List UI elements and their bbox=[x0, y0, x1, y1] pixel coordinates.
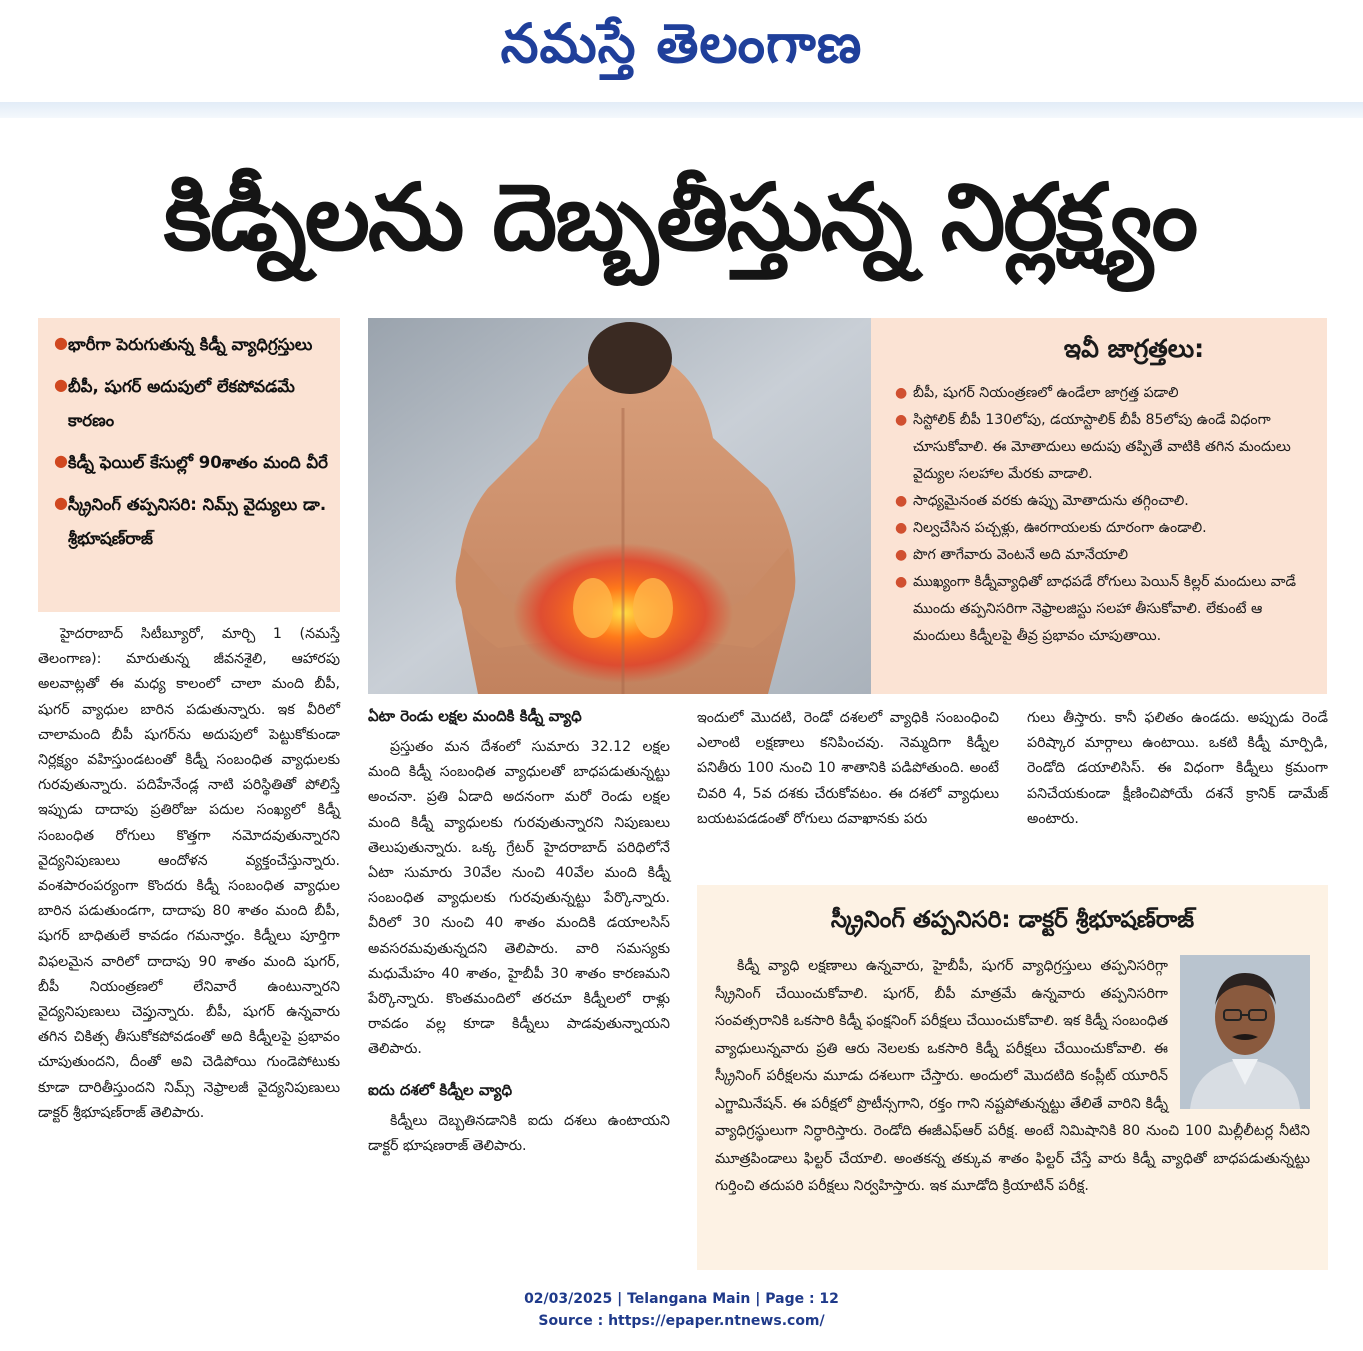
screening-box bbox=[697, 885, 1328, 1270]
highlight-item: ● బీపీ, షుగర్ అదుపులో లేకపోవడమే కారణం bbox=[54, 370, 328, 438]
article-column-4 bbox=[1027, 706, 1328, 832]
precaution-item: ● సిస్టోలిక్ బీపీ 130లోపు, డయాస్టాలిక్ బీపీ 85లోపు ఉండే విధంగా చూసుకోవాలి. ఈ మోతాదులు అదుపు తప్పితే వాటికి తగిన మందులు వైద్యుల సలహాల మేరకు వాడాలి. bbox=[895, 407, 1313, 488]
article-paragraph: ఇందులో మొదటి, రెండో దశలలో వ్యాధికి సంబంధించి ఎలాంటి లక్షణాలు కనిపించవు. నెమ్మదిగా కిడ్నీల పనితీరు 100 నుంచి 10 శాతానికి పడిపోతుంది. అంటే చివరి 4, 5వ దశకు చేరుకోవటం. ఈ దశలో వ్యాధులు బయటపడడంతో రోగులు దవాఖానకు పరు bbox=[697, 710, 999, 827]
newspaper-logo: నమస్తే తెలంగాణ bbox=[500, 11, 863, 75]
article-column-2 bbox=[368, 703, 670, 1159]
bullet-icon: ● bbox=[895, 574, 908, 590]
precaution-item: ● నిల్వచేసిన పచ్చళ్లు, ఊరగాయలకు దూరంగా ఉండాలి. bbox=[895, 515, 1313, 542]
masthead-divider bbox=[0, 102, 1363, 118]
article-paragraph: ప్రస్తుతం మన దేశంలో సుమారు 32.12 లక్షల మంది కిడ్నీ సంబంధిత వ్యాధులతో బాధపడుతున్నట్టు అంచనా. ప్రతి ఏడాది అదనంగా మరో రెండు లక్షల మంది కిడ్నీ వ్యాధులకు గురవుతున్నారని నిపుణులు తెలుపుతున్నారు. ఒక్క గ్రేటర్ హైదరాబాద్ పరిధిలోనే ఏటా సుమారు 30వేల నుంచి 40వేల మంది కిడ్నీ సంబంధిత వ్యాధులకు గురవుతున్నట్టు పేర్కొన్నారు. వీరిలో 30 నుంచి 40 శాతం మందికి డయాలసిస్ అవసరమవుతున్నదని తెలిపారు. వారి సమస్యకు మధుమేహం 40 శాతం, హైబీపీ 30 శాతం కారణమని పేర్కొన్నారు. కొంతమందిలో తరచూ కిడ్నీలలో రాళ్లు రావడం వల్ల కూడా కిడ్నీలు పాడవుతున్నాయని తెలిపారు. bbox=[368, 739, 670, 1058]
article-paragraph: కిడ్నీలు దెబ్బతినడానికి ఐదు దశలు ఉంటాయని డాక్టర్ భూషణరాజ్ తెలిపారు. bbox=[368, 1112, 670, 1154]
bullet-icon: ● bbox=[54, 451, 68, 470]
article-column-1 bbox=[38, 622, 340, 1126]
subheading: ఏటా రెండు లక్షల మందికి కిడ్నీ వ్యాధి bbox=[368, 707, 582, 725]
bullet-icon: ● bbox=[895, 547, 908, 563]
bullet-icon: ● bbox=[54, 375, 68, 394]
precaution-item: ● సాధ్యమైనంత వరకు ఉప్పు మోతాదును తగ్గించాలి. bbox=[895, 488, 1313, 515]
precaution-item: ● ముఖ్యంగా కిడ్నీవ్యాధితో బాధపడే రోగులు పెయిన్ కిల్లర్ మందులు వాడే ముందు తప్పనిసరిగా నెఫ్రాలజిస్టు సలహా తీసుకోవాలి. లేకుంటే ఆ మందులు కిడ్నీలపై తీవ్ర ప్రభావం చూపుతాయి. bbox=[895, 569, 1313, 650]
footer-source-link[interactable]: Source : https://epaper.ntnews.com/ bbox=[538, 1313, 825, 1329]
masthead bbox=[0, 0, 1363, 100]
subheading: ఐదు దశలో కిడ్నీల వ్యాధి bbox=[368, 1080, 513, 1099]
precautions-box bbox=[871, 318, 1327, 694]
article-column-3 bbox=[697, 706, 999, 832]
bullet-icon: ● bbox=[895, 385, 908, 401]
headline: కిడ్నీలను దెబ్బతీస్తున్న నిర్లక్ష్యం bbox=[163, 164, 1197, 271]
highlights-box bbox=[38, 318, 340, 612]
screening-body: కిడ్నీ వ్యాధి లక్షణాలు ఉన్నవారు, హైబీపీ, షుగర్ వ్యాధిగ్రస్తులు తప్పనిసరిగ్గా స్క్రీనింగ్ చేయించుకోవాలి. షుగర్, బీపీ మాత్రమే ఉన్నవారు తప్పనిసరిగా సంవత్సరానికి ఒకసారి కిడ్నీ ఫంక్షనింగ్ పరీక్షలు చేయించుకోవాలి. ఇక కిడ్నీ సంబంధిత వ్యాధులున్నవారు ప్రతి ఆరు నెలలకు ఒకసారి కిడ్నీ పరీక్షలు చేయించుకోవాలి. ఈ స్క్రీనింగ్ పరీక్షలను మూడు దశలుగా చేస్తారు. అందులో మొదటిది కంప్లీట్ యూరిన్ ఎగ్జామినేషన్. ఈ పరీక్షలో ప్రొటీన్సగాని, రక్తం గాని నష్టపోతున్నట్టు తేలితే వారిని కిడ్నీ వ్యాధిగ్రస్థులుగా నిర్ధారిస్తారు. రెండోది ఈజీఎఫ్‌ఆర్ పరీక్ష. అంటే నిమిషానికి 80 నుంచి 100 మిల్లీలీటర్ల నీటిని మూత్రపిండాలు ఫిల్టర్ చేయాలి. అంతకన్న తక్కువ శాతం ఫిల్టర్ చేస్తే వారు కిడ్నీ వ్యాధితో బాధపడుతున్నట్టు గుర్తించి తదుపరి పరీక్షలు నిర్వహిస్తారు. ఇక మూడోది క్రియాటిన్ పరీక్ష. bbox=[715, 953, 1310, 1201]
bullet-icon: ● bbox=[895, 520, 908, 536]
bullet-icon: ● bbox=[54, 333, 68, 352]
page-footer bbox=[0, 1288, 1363, 1332]
back-pain-photo bbox=[368, 318, 871, 694]
precaution-item: ● పొగ తాగేవారు వెంటనే అది మానేయాలి bbox=[895, 542, 1313, 569]
bullet-icon: ● bbox=[895, 412, 908, 428]
article-paragraph: హైదరాబాద్ సిటీబ్యూరో, మార్చి 1 (నమస్తే తెలంగాణ): మారుతున్న జీవనశైలి, ఆహారపు అలవాట్లతో ఈ మధ్య కాలంలో చాలా మంది బీపీ, షుగర్ వ్యాధుల బారిన పడుతున్నారు. ఇక వీరిలో చాలామంది బీపీ షుగర్‌ను అదుపులో పెట్టుకోకుండా నిర్లక్ష్యం వహిస్తుండటంతో కిడ్నీ సంబంధిత వ్యాధులకు గురవుతున్నారు. పదిహేనేండ్ల నాటి పరిస్థితితో పోలిస్తే ఇప్పుడు దాదాపు ప్రతిరోజు పదుల సంఖ్యలో కిడ్నీ సంబంధిత రోగులు కొత్తగా నమోదవుతున్నారని వైద్యనిపుణులు ఆందోళన వ్యక్తంచేస్తున్నారు. వంశపారంపర్యంగా కొందరు కిడ్నీ సంబంధిత వ్యాధుల బారిన పడుతుండగా, దాదాపు 80 శాతం మంది బీపీ, షుగర్ బాధితులే కావడం గమనార్హం. కిడ్నీలు పూర్తిగా విఫలమైన వారిలో దాదాపు 90 శాతం మంది షుగర్, బీపీ నియంత్రణలో లేనివారే ఉంటున్నారని వైద్యనిపుణులు చెప్తున్నారు. బీపీ, షుగర్ ఉన్నవారు తగిన చికిత్స తీసుకోకపోవడంతో అది కిడ్నీలపై ప్రభావం చూపుతుందని, దీంతో అవి చెడిపోయి గుండెపోటుకు కూడా దారితీస్తుందని నిమ్స్ నెఫ్రాలజీ వైద్యనిపుణులు డాక్టర్ శ్రీభూషణ్‌రాజ్ తెలిపారు. bbox=[38, 626, 340, 1121]
bullet-icon: ● bbox=[54, 493, 68, 512]
highlight-item: ● కిడ్నీ ఫెయిల్ కేసుల్లో 90శాతం మంది వీరే bbox=[54, 446, 328, 480]
precaution-item: ● బీపీ, షుగర్ నియంత్రణలో ఉండేలా జాగ్రత్త పడాలి bbox=[895, 380, 1313, 407]
screening-title: స్క్రీనింగ్ తప్పనిసరి: డాక్టర్ శ్రీభూషణ్‌రాజ్ bbox=[830, 907, 1195, 933]
footer-edition-info: 02/03/2025 | Telangana Main | Page : 12 bbox=[524, 1291, 839, 1307]
highlight-item: ● భారీగా పెరుగుతున్న కిడ్నీ వ్యాధిగ్రస్తులు bbox=[54, 328, 328, 362]
precautions-title: ఇవీ జాగ్రత్తలు: bbox=[1063, 334, 1205, 363]
highlight-item: ● స్క్రీనింగ్ తప్పనిసరి: నిమ్స్ వైద్యులు డా. శ్రీభూషణ్‌రాజ్ bbox=[54, 488, 328, 556]
article-paragraph: గులు తీస్తారు. కానీ ఫలితం ఉండదు. అప్పుడు రెండే పరిష్కార మార్గాలు ఉంటాయి. ఒకటి కిడ్నీ మార్పిడి, రెండోది డయాలిసిస్. ఈ విధంగా కిడ్నీలు క్రమంగా పనిచేయకుండా క్షీణించిపోయే దశనే క్రానిక్ డామేజ్ అంటారు. bbox=[1027, 710, 1328, 827]
doctor-portrait bbox=[1180, 955, 1310, 1109]
bullet-icon: ● bbox=[895, 493, 908, 509]
